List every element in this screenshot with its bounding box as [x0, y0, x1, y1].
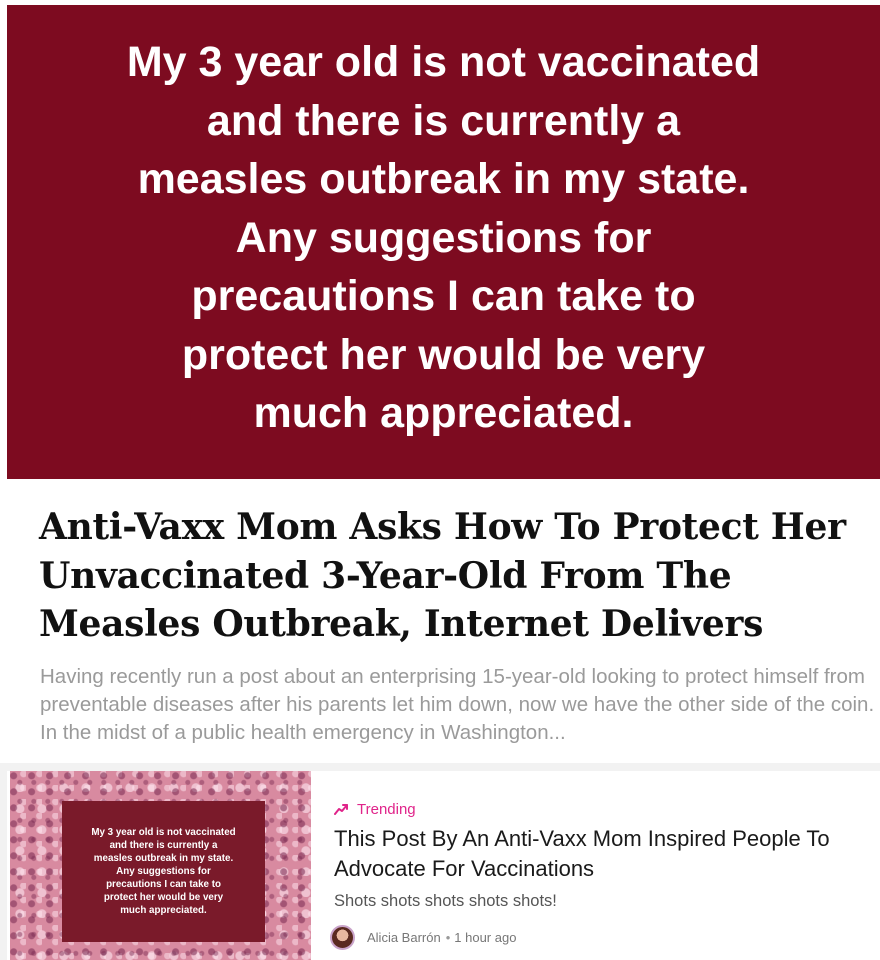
related-post-thumbnail[interactable]	[10, 771, 311, 960]
related-post-title[interactable]: This Post By An Anti-Vaxx Mom Inspired People To Advocate For Vaccinations	[334, 826, 830, 881]
author-name[interactable]: Alicia Barrón	[367, 929, 441, 945]
avatar[interactable]	[330, 925, 355, 950]
article-headline[interactable]: Anti-Vaxx Mom Asks How To Protect Her Unvaccinated 3-Year-Old From The Measles Outbreak, Internet Delivers	[39, 506, 846, 645]
byline	[330, 924, 516, 950]
related-post-card[interactable]	[7, 771, 880, 960]
trend-up-icon	[334, 803, 348, 815]
article-summary	[7, 479, 880, 763]
article-excerpt: Having recently run a post about an enterprising 15-year-old looking to protect himself from preventable diseases after his parents let him down, now we have the other side of the coin. In the midst of a public health emergency in Washington...	[40, 665, 875, 744]
related-post-description: Shots shots shots shots shots!	[334, 892, 557, 910]
trending-label: Trending	[357, 800, 416, 818]
thumbnail-quote-box	[62, 801, 265, 942]
byline-separator: •	[445, 929, 451, 945]
hero-quote-text: My 3 year old is not vaccinated and there is currently a measles outbreak in my state. Any suggestions for precautions I can take to protect her would be very much appreciated.	[126, 38, 761, 438]
trending-tag[interactable]	[334, 799, 416, 819]
hero-image-card[interactable]	[7, 5, 880, 479]
thumbnail-quote-text: My 3 year old is not vaccinated and there is currently a measles outbreak in my state. Any suggestions for precautions I can take to protect her would be very much appreciated.	[91, 827, 236, 916]
related-post-section	[0, 763, 880, 960]
post-timestamp: 1 hour ago	[454, 929, 517, 945]
